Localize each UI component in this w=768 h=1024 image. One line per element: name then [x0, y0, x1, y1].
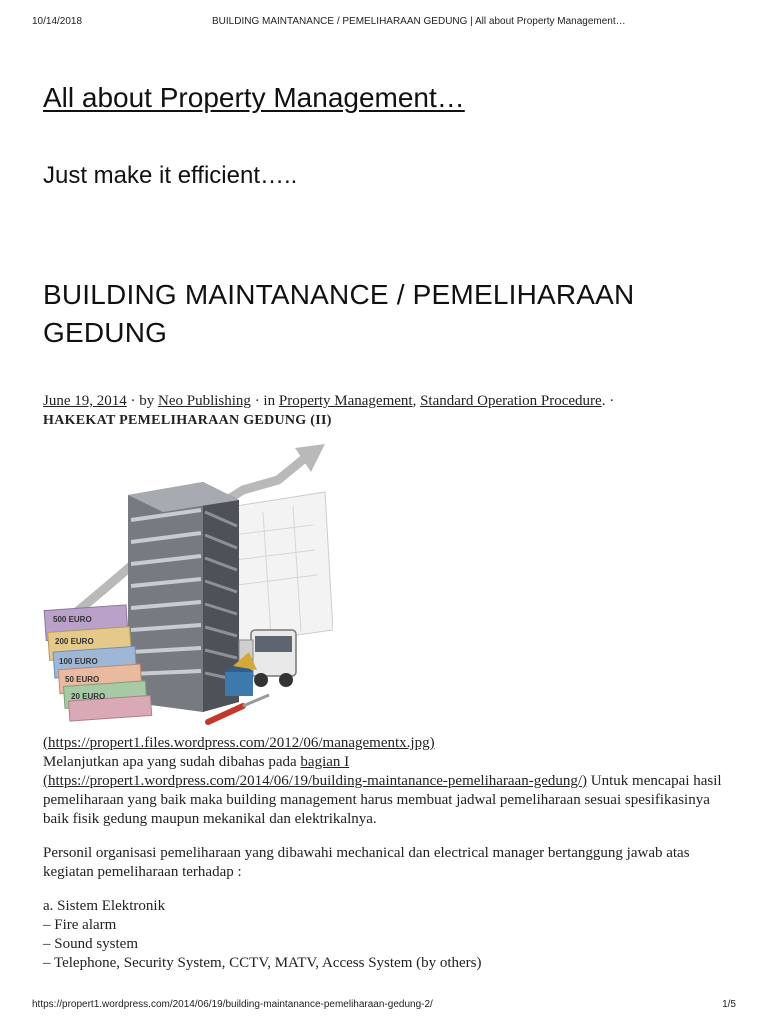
image-link-paragraph — [43, 734, 733, 753]
print-url: https://propert1.wordpress.com/2014/06/19/building-maintanance-pemeliharaan-gedung-2/ — [32, 999, 433, 1010]
meta-by-text: · by — [126, 393, 158, 409]
post-date-link[interactable]: June 19, 2014 — [43, 393, 127, 409]
meta-comma: , — [412, 393, 421, 409]
bagian-i-link[interactable]: bagian I — [300, 754, 350, 770]
para1-rest: Untuk mencapai hasil pemeliharaan yang baik maka building management harus membuat jadwal pemeliharaan sesuai spesifikasinya baik fisik gedung maupun mekanikal dan elektrikalnya. — [43, 773, 722, 827]
svg-text:50 EURO: 50 EURO — [65, 675, 100, 684]
meta-end: . · — [601, 393, 615, 409]
print-page-title: BUILDING MAINTANANCE / PEMELIHARAAN GEDUNG | All about Property Management… — [212, 16, 626, 27]
post-title: BUILDING MAINTANANCE / PEMELIHARAAN GEDUNG — [43, 279, 635, 348]
list-item: – Fire alarm — [43, 917, 117, 933]
svg-text:200 EURO: 200 EURO — [55, 637, 94, 646]
svg-text:20 EURO: 20 EURO — [71, 692, 106, 701]
svg-text:100 EURO: 100 EURO — [59, 657, 98, 666]
print-date: 10/14/2018 — [32, 16, 83, 27]
category-link-property-management[interactable]: Property Management — [278, 393, 413, 409]
post-body — [43, 734, 733, 973]
print-page-number: 1/5 — [722, 999, 736, 1010]
svg-text:500 EURO: 500 EURO — [53, 615, 92, 624]
list-item: a. Sistem Elektronik — [43, 898, 166, 914]
building-illustration-icon — [43, 440, 333, 730]
para1-intro: Melanjutkan apa yang sudah dibahas pada — [43, 754, 301, 770]
post-meta — [43, 392, 733, 430]
list-item: – Sound system — [43, 936, 139, 952]
author-link[interactable]: Neo Publishing — [158, 393, 251, 409]
site-title-link[interactable]: All about Property Management… — [43, 82, 465, 113]
post-subheading: HAKEKAT PEMELIHARAAN GEDUNG (II) — [43, 413, 332, 428]
site-tagline: Just make it efficient….. — [43, 162, 298, 189]
image-link[interactable]: (https://propert1.files.wordpress.com/2012/06/managementx.jpg) — [43, 735, 435, 751]
building-maintenance-illustration[interactable] — [43, 440, 333, 730]
meta-in-text: · in — [250, 393, 279, 409]
paragraph-2: Personil organisasi pemeliharaan yang dibawahi mechanical dan electrical manager bertanggung jawab atas kegiatan pemeliharaan terhadap : — [43, 845, 690, 880]
list-item: – Telephone, Security System, CCTV, MATV, Access System (by others) — [43, 955, 482, 971]
paragraph-1 — [43, 753, 733, 829]
category-link-sop[interactable]: Standard Operation Procedure — [420, 393, 602, 409]
bagian-i-url-link[interactable]: (https://propert1.wordpress.com/2014/06/19/building-maintanance-pemeliharaan-gedung/) — [43, 773, 588, 789]
